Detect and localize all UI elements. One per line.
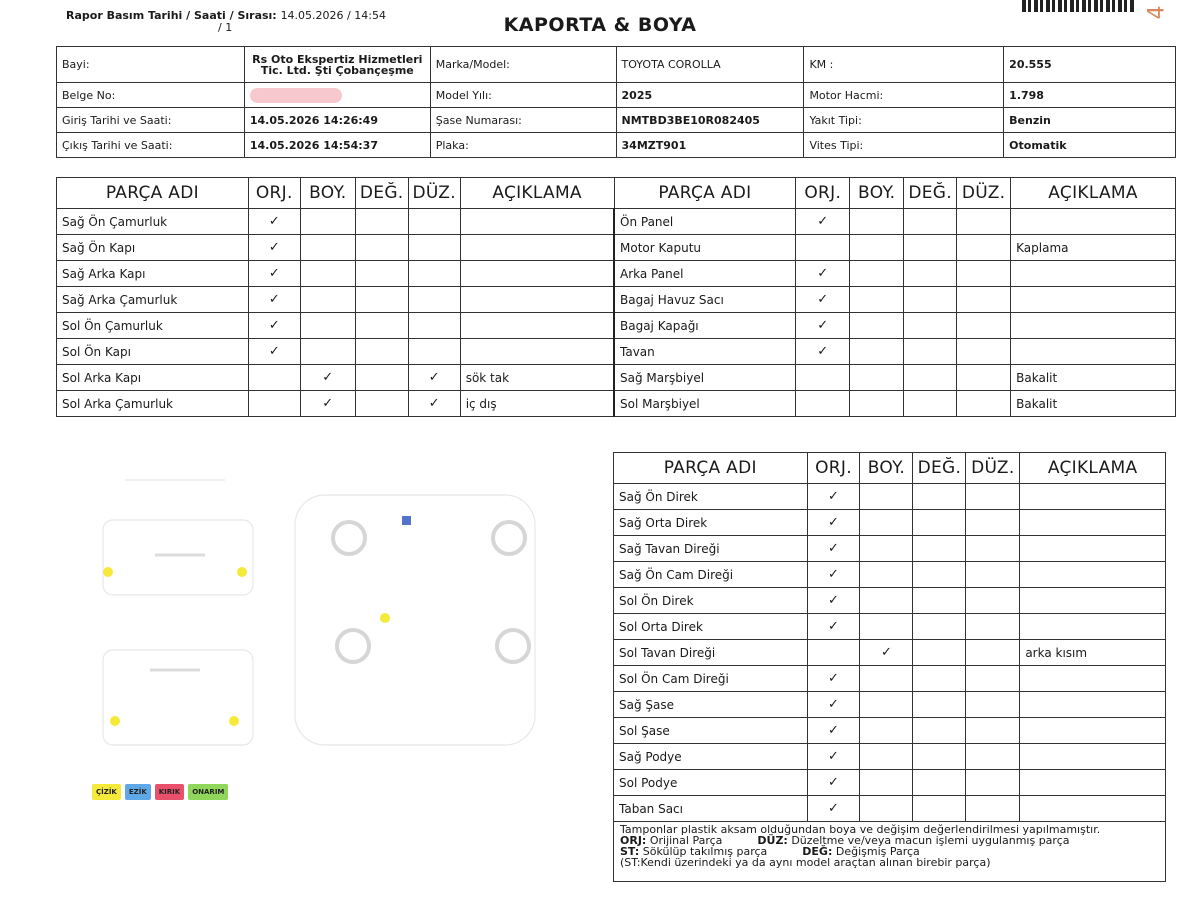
boy-cell (300, 235, 355, 261)
deg-cell (913, 614, 966, 640)
boy-cell: ✓ (860, 640, 913, 666)
car-rear-view (103, 650, 253, 745)
col-duz-right: DÜZ. (957, 178, 1011, 209)
note-cell (1011, 209, 1176, 235)
duz-cell (957, 365, 1011, 391)
note-cell: Kaplama (1011, 235, 1176, 261)
note-cell (1020, 718, 1166, 744)
deg-cell (913, 692, 966, 718)
boy-cell (860, 744, 913, 770)
table-row (614, 770, 1166, 796)
duz-cell (957, 261, 1011, 287)
boy-cell (860, 666, 913, 692)
boy-cell (850, 365, 904, 391)
deg-cell (913, 510, 966, 536)
note-cell (1020, 770, 1166, 796)
duz-cell (966, 692, 1020, 718)
note-cell (460, 287, 614, 313)
deg-val: Değişmiş Parça (835, 845, 920, 858)
duz-cell (408, 209, 460, 235)
deg-cell (355, 391, 408, 417)
vites-value: Otomatik (1004, 133, 1176, 158)
footnote (613, 820, 1166, 882)
boy-cell (860, 562, 913, 588)
col-aciklama-left: AÇIKLAMA (460, 178, 614, 209)
note-cell (1011, 287, 1176, 313)
boy-cell (860, 588, 913, 614)
col-aciklama-right: AÇIKLAMA (1011, 178, 1176, 209)
st-key: ST: (620, 845, 640, 858)
bayi-value: Rs Oto Ekspertiz Hizmetleri Tic. Ltd. Şti Çobançeşme (244, 47, 430, 83)
table-row (57, 209, 1176, 235)
note-cell: Bakalit (1011, 365, 1176, 391)
orj-cell: ✓ (248, 261, 300, 287)
boy-cell (850, 313, 904, 339)
part-name: Sol Orta Direk (614, 614, 808, 640)
wheel-front-left (333, 522, 365, 554)
deg-cell (355, 365, 408, 391)
note-cell (460, 209, 614, 235)
orj-cell: ✓ (807, 718, 860, 744)
table-row (614, 510, 1166, 536)
legend-item: ONARIM (188, 784, 228, 800)
car-damage-diagram (95, 470, 565, 770)
qr-code-icon (1022, 0, 1134, 12)
part-name: Sağ Arka Kapı (57, 261, 249, 287)
col-boy-right: BOY. (850, 178, 904, 209)
orj-cell: ✓ (796, 339, 850, 365)
deg-cell (904, 365, 957, 391)
orj-cell: ✓ (807, 484, 860, 510)
motor-hacmi-value: 1.798 (1004, 83, 1176, 108)
deg-cell (913, 536, 966, 562)
note-cell (460, 235, 614, 261)
giris-label: Giriş Tarihi ve Saati: (57, 108, 245, 133)
col-deg-left: DEĞ. (355, 178, 408, 209)
deg-cell (904, 287, 957, 313)
deg-cell (904, 209, 957, 235)
col-duz-left: DÜZ. (408, 178, 460, 209)
boy-cell (300, 261, 355, 287)
plaka-label: Plaka: (430, 133, 616, 158)
part-name: Sağ Ön Kapı (57, 235, 249, 261)
part-name: Sağ Podye (614, 744, 808, 770)
duz-cell (957, 339, 1011, 365)
duz-cell (966, 640, 1020, 666)
report-print-label: Rapor Basım Tarihi / Saati / Sırası: (66, 9, 277, 22)
note-cell (1020, 614, 1166, 640)
orj-val: Orijinal Parça (649, 834, 723, 847)
deg-key: DEĞ: (802, 845, 833, 858)
boy-cell (860, 510, 913, 536)
part-name: Sağ Arka Çamurluk (57, 287, 249, 313)
orj-cell (248, 391, 300, 417)
note-cell (1020, 484, 1166, 510)
part-name: Motor Kaputu (614, 235, 796, 261)
duz-cell (957, 391, 1011, 417)
duz-cell: ✓ (408, 365, 460, 391)
deg-cell (904, 313, 957, 339)
wheel-rear-left (337, 630, 369, 662)
col-orj: ORJ. (807, 453, 860, 484)
part-name: Sağ Marşbiyel (614, 365, 796, 391)
col-part: PARÇA ADI (614, 453, 808, 484)
note-cell (1020, 536, 1166, 562)
deg-cell (355, 313, 408, 339)
col-orj-right: ORJ. (796, 178, 850, 209)
col-duz: DÜZ. (966, 453, 1020, 484)
boy-cell (300, 313, 355, 339)
note-cell (1020, 796, 1166, 822)
yakit-value: Benzin (1004, 108, 1176, 133)
table-row (614, 666, 1166, 692)
orj-cell: ✓ (807, 536, 860, 562)
deg-cell (913, 484, 966, 510)
deg-cell (913, 718, 966, 744)
part-name: Taban Sacı (614, 796, 808, 822)
part-name: Sol Marşbiyel (614, 391, 796, 417)
redacted-mark (250, 88, 342, 103)
part-name: Ön Panel (614, 209, 796, 235)
wheel-rear-right (497, 630, 529, 662)
boy-cell (860, 484, 913, 510)
note-cell: sök tak (460, 365, 614, 391)
col-deg: DEĞ. (913, 453, 966, 484)
note-cell (1020, 588, 1166, 614)
boy-cell (850, 261, 904, 287)
duz-cell (408, 235, 460, 261)
orj-cell: ✓ (796, 261, 850, 287)
part-name: Sol Ön Çamurluk (57, 313, 249, 339)
scratch-marker (380, 613, 390, 623)
part-name: Sol Şase (614, 718, 808, 744)
legend-item: ÇİZİK (92, 784, 121, 800)
orj-cell: ✓ (807, 744, 860, 770)
note-cell: iç dış (460, 391, 614, 417)
motor-hacmi-label: Motor Hacmi: (804, 83, 1004, 108)
km-value: 20.555 (1004, 47, 1176, 83)
duz-cell (408, 287, 460, 313)
table-row (57, 235, 1176, 261)
orj-cell (807, 640, 860, 666)
orj-cell: ✓ (807, 770, 860, 796)
st-val: Sökülüp takılmış parça (642, 845, 768, 858)
duz-cell (966, 744, 1020, 770)
duz-cell (966, 588, 1020, 614)
pillar-parts-table (613, 452, 1166, 822)
footnote-line4: (ST:Kendi üzerindeki ya da aynı model araçtan alınan birebir parça) (620, 856, 991, 869)
duz-cell (966, 510, 1020, 536)
body-parts-table (56, 177, 1176, 417)
table-row (614, 562, 1166, 588)
boy-cell (860, 718, 913, 744)
bayi-label: Bayi: (57, 47, 245, 83)
part-name: Sol Podye (614, 770, 808, 796)
note-cell (1020, 692, 1166, 718)
orj-cell: ✓ (807, 614, 860, 640)
plaka-value: 34MZT901 (616, 133, 804, 158)
table-row (57, 365, 1176, 391)
orj-cell (248, 365, 300, 391)
col-part-right: PARÇA ADI (614, 178, 796, 209)
table-row (57, 391, 1176, 417)
boy-cell (850, 287, 904, 313)
part-name: Sol Arka Çamurluk (57, 391, 249, 417)
note-cell: Bakalit (1011, 391, 1176, 417)
duz-val: Düzeltme ve/veya macun işlemi uygulanmış parça (791, 834, 1070, 847)
note-cell (1020, 562, 1166, 588)
page-title: KAPORTA & BOYA (503, 14, 697, 36)
duz-cell (957, 235, 1011, 261)
sase-label: Şase Numarası: (430, 108, 616, 133)
deg-cell (913, 770, 966, 796)
deg-cell (904, 261, 957, 287)
scratch-marker (103, 567, 113, 577)
boy-cell (850, 339, 904, 365)
table-row (614, 744, 1166, 770)
table-row (57, 261, 1176, 287)
vehicle-info-table (56, 46, 1176, 158)
car-front-view (103, 520, 253, 595)
cikis-label: Çıkış Tarihi ve Saati: (57, 133, 245, 158)
deg-cell (355, 209, 408, 235)
boy-cell (860, 692, 913, 718)
orj-key: ORJ: (620, 834, 647, 847)
orj-cell: ✓ (248, 313, 300, 339)
col-orj-left: ORJ. (248, 178, 300, 209)
part-name: Bagaj Kapağı (614, 313, 796, 339)
boy-cell (300, 287, 355, 313)
deg-cell (913, 796, 966, 822)
boy-cell (860, 614, 913, 640)
duz-cell (966, 484, 1020, 510)
table-row (614, 484, 1166, 510)
deg-cell (904, 391, 957, 417)
table-row (57, 287, 1176, 313)
yakit-label: Yakıt Tipi: (804, 108, 1004, 133)
boy-cell (860, 770, 913, 796)
part-name: Sol Tavan Direği (614, 640, 808, 666)
giris-value: 14.05.2026 14:26:49 (244, 108, 430, 133)
note-cell (1011, 339, 1176, 365)
table-row (614, 796, 1166, 822)
part-name: Sağ Ön Direk (614, 484, 808, 510)
page-number: 4 (1144, 5, 1170, 20)
legend-item: EZİK (125, 784, 151, 800)
deg-cell (913, 588, 966, 614)
vites-label: Vites Tipi: (804, 133, 1004, 158)
wheel-front-right (493, 522, 525, 554)
duz-cell (966, 614, 1020, 640)
note-cell (460, 313, 614, 339)
table-row (57, 313, 1176, 339)
boy-cell (300, 209, 355, 235)
belge-label: Belge No: (57, 83, 245, 108)
report-print-value: 14.05.2026 / 14:54 (280, 9, 386, 22)
orj-cell: ✓ (807, 796, 860, 822)
col-boy: BOY. (860, 453, 913, 484)
duz-cell (957, 313, 1011, 339)
deg-cell (904, 235, 957, 261)
part-name: Sol Ön Direk (614, 588, 808, 614)
dent-marker (402, 516, 411, 525)
model-yili-label: Model Yılı: (430, 83, 616, 108)
part-name: Tavan (614, 339, 796, 365)
footnote-line1: Tamponlar plastik aksam olduğundan boya ve değişim değerlendirilmesi yapılmamıştır. (620, 823, 1101, 836)
part-name: Sağ Ön Çamurluk (57, 209, 249, 235)
orj-cell: ✓ (796, 287, 850, 313)
table-row (57, 339, 1176, 365)
scratch-marker (110, 716, 120, 726)
boy-cell (850, 391, 904, 417)
note-cell (1011, 313, 1176, 339)
deg-cell (913, 666, 966, 692)
duz-cell (957, 287, 1011, 313)
orj-cell: ✓ (796, 209, 850, 235)
part-name: Sağ Şase (614, 692, 808, 718)
km-label: KM : (804, 47, 1004, 83)
duz-cell (957, 209, 1011, 235)
boy-cell: ✓ (300, 391, 355, 417)
duz-cell (966, 718, 1020, 744)
duz-cell: ✓ (408, 391, 460, 417)
deg-cell (355, 235, 408, 261)
duz-cell (408, 261, 460, 287)
orj-cell: ✓ (248, 339, 300, 365)
table-row (614, 640, 1166, 666)
orj-cell: ✓ (807, 692, 860, 718)
duz-cell (408, 313, 460, 339)
deg-cell (355, 287, 408, 313)
part-name: Sağ Orta Direk (614, 510, 808, 536)
duz-cell (966, 666, 1020, 692)
orj-cell: ✓ (796, 313, 850, 339)
orj-cell (796, 365, 850, 391)
duz-key: DÜZ: (757, 834, 788, 847)
col-deg-right: DEĞ. (904, 178, 957, 209)
deg-cell (904, 339, 957, 365)
table-row (614, 588, 1166, 614)
boy-cell (860, 796, 913, 822)
orj-cell: ✓ (807, 562, 860, 588)
boy-cell (850, 209, 904, 235)
model-yili-value: 2025 (616, 83, 804, 108)
note-cell (460, 339, 614, 365)
marka-value: TOYOTA COROLLA (616, 47, 804, 83)
boy-cell (300, 339, 355, 365)
duz-cell (408, 339, 460, 365)
sase-value: NMTBD3BE10R082405 (616, 108, 804, 133)
note-cell (1020, 666, 1166, 692)
legend-item: KIRIK (155, 784, 184, 800)
col-part-left: PARÇA ADI (57, 178, 249, 209)
deg-cell (913, 562, 966, 588)
marka-label: Marka/Model: (430, 47, 616, 83)
table-row (614, 692, 1166, 718)
duz-cell (966, 796, 1020, 822)
orj-cell: ✓ (248, 235, 300, 261)
note-cell (1020, 510, 1166, 536)
deg-cell (355, 261, 408, 287)
deg-cell (355, 339, 408, 365)
orj-cell: ✓ (807, 588, 860, 614)
col-boy-left: BOY. (300, 178, 355, 209)
boy-cell (860, 536, 913, 562)
orj-cell (796, 235, 850, 261)
report-seq: / 1 (218, 21, 233, 34)
orj-cell: ✓ (248, 287, 300, 313)
cikis-value: 14.05.2026 14:54:37 (244, 133, 430, 158)
orj-cell: ✓ (807, 510, 860, 536)
orj-cell: ✓ (807, 666, 860, 692)
part-name: Sol Ön Cam Direği (614, 666, 808, 692)
part-name: Sol Ön Kapı (57, 339, 249, 365)
orj-cell: ✓ (248, 209, 300, 235)
boy-cell (850, 235, 904, 261)
note-cell: arka kısım (1020, 640, 1166, 666)
deg-cell (913, 640, 966, 666)
duz-cell (966, 536, 1020, 562)
note-cell (460, 261, 614, 287)
orj-cell (796, 391, 850, 417)
part-name: Sağ Ön Cam Direği (614, 562, 808, 588)
note-cell (1011, 261, 1176, 287)
part-name: Sağ Tavan Direği (614, 536, 808, 562)
col-aciklama: AÇIKLAMA (1020, 453, 1166, 484)
deg-cell (913, 744, 966, 770)
note-cell (1020, 744, 1166, 770)
table-row (614, 614, 1166, 640)
part-name: Arka Panel (614, 261, 796, 287)
part-name: Sol Arka Kapı (57, 365, 249, 391)
boy-cell: ✓ (300, 365, 355, 391)
part-name: Bagaj Havuz Sacı (614, 287, 796, 313)
scratch-marker (229, 716, 239, 726)
scratch-marker (237, 567, 247, 577)
duz-cell (966, 562, 1020, 588)
duz-cell (966, 770, 1020, 796)
table-row (614, 718, 1166, 744)
table-row (614, 536, 1166, 562)
belge-value (244, 83, 430, 108)
damage-legend (92, 784, 228, 800)
